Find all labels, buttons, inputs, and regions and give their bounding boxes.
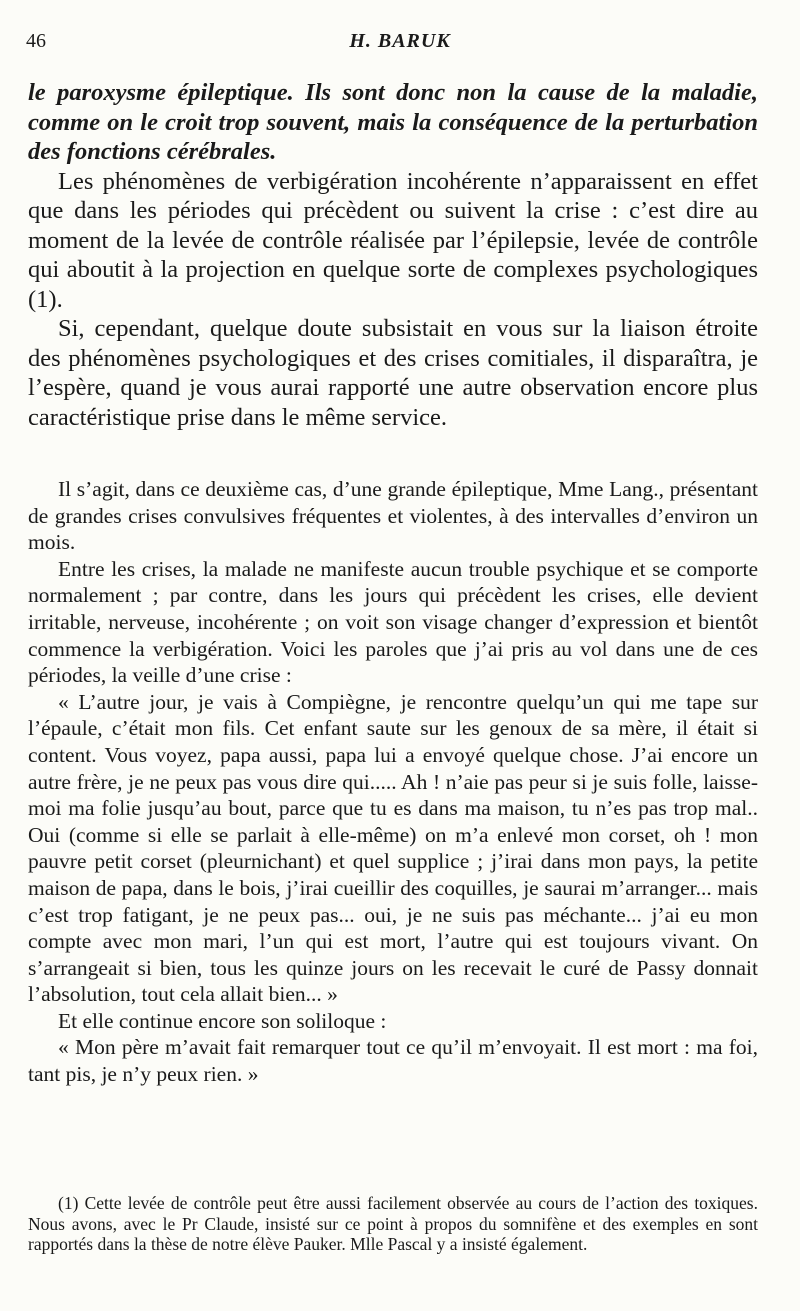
page-header bbox=[26, 30, 774, 56]
footnote bbox=[28, 1193, 758, 1255]
paragraph-doubt: Si, cependant, quelque doute subsistait en vous sur la liaison étroite des phénomènes psychologiques et des crises comitiales, il disparaîtra, je l’espère, quand je vous aurai rapporté une autre observation encore plus caractéristique prise dans le même service. bbox=[28, 315, 758, 431]
running-head: H. BARUK bbox=[349, 30, 451, 52]
italic-continuation: le paroxysme épileptique. Ils sont donc non la cause de la maladie, comme on le croit trop souvent, mais la conséquence de la perturbation des fonctions cérébrales. bbox=[28, 79, 758, 165]
paragraph-second-case: Il s’agit, dans ce deuxième cas, d’une grande épileptique, Mme Lang., présentant de grandes crises convulsives fréquentes et violentes, à des intervalles d’environ un mois. bbox=[28, 477, 758, 555]
footnote-text: (1) Cette levée de contrôle peut être aussi facilement observée au cours de l’action des toxiques. Nous avons, avec le Pr Claude, insisté sur ce point à propos du somnifène et des exemples en sont rapportés dans la thèse de notre élève Pauker. Mlle Pascal y a insisté également. bbox=[28, 1193, 758, 1254]
page-number: 46 bbox=[26, 30, 46, 52]
paragraph-verbigeration: Les phénomènes de verbigération incohérente n’apparaissent en effet que dans les périodes qui précèdent ou suivent la crise : c’est dire au moment de la levée de contrôle réalisée par l’épilepsie, levée de contrôle qui aboutit à la projection en quelque sorte de complexes psychologiques (1). bbox=[28, 167, 758, 313]
patient-quote-two: « Mon père m’avait fait remarquer tout ce qu’il m’envoyait. Il est mort : ma foi, tant pis, je n’y peux rien. » bbox=[28, 1035, 758, 1087]
section-one bbox=[28, 78, 758, 432]
patient-quote-one: « L’autre jour, je vais à Compiègne, je rencontre quelqu’un qui me tape sur l’épaule, c’était mon fils. Cet enfant saute sur les genoux de sa mère, il était si content. Vous voyez, papa aussi, papa lui a envoyé quelque chose. J’ai encore un autre frère, je ne peux pas vous dire qui..... Ah ! n’aie pas peur si je suis folle, laisse-moi ma folie jusqu’au bout, parce que tu es dans ma maison, tu n’es pas trop mal.. Oui (comme si elle se parlait à elle-même) on m’a enlevé mon corset, oh ! mon pauvre petit corset (pleurnichant) et quel supplice ; j’irai dans mon pays, la petite maison de papa, dans le bois, j’irai cueillir des coquilles, je saurai m’arranger... mais c’est trop fatigant, je ne peux pas... oui, je ne suis pas méchante... j’ai eu mon compte avec mon mari, l’un qui est mort, l’autre qui est toujours vivant. On s’arrangeait si bien, tous les quinze jours on les recevait le curé de Passy donnait l’absolution, tout cela allait bien... » bbox=[28, 689, 758, 1007]
paragraph-soliloque: Et elle continue encore son soliloque : bbox=[58, 1008, 387, 1033]
section-two bbox=[28, 476, 758, 1088]
paragraph-between-crises: Entre les crises, la malade ne manifeste aucun trouble psychique et se comporte normalement ; par contre, dans les jours qui précèdent les crises, elle devient irritable, nerveuse, incohérente ; on voit son visage changer d’expression et bientôt commence la verbigération. Voici les paroles que j’ai pris au vol dans une de ces périodes, la veille d’une crise : bbox=[28, 556, 758, 688]
